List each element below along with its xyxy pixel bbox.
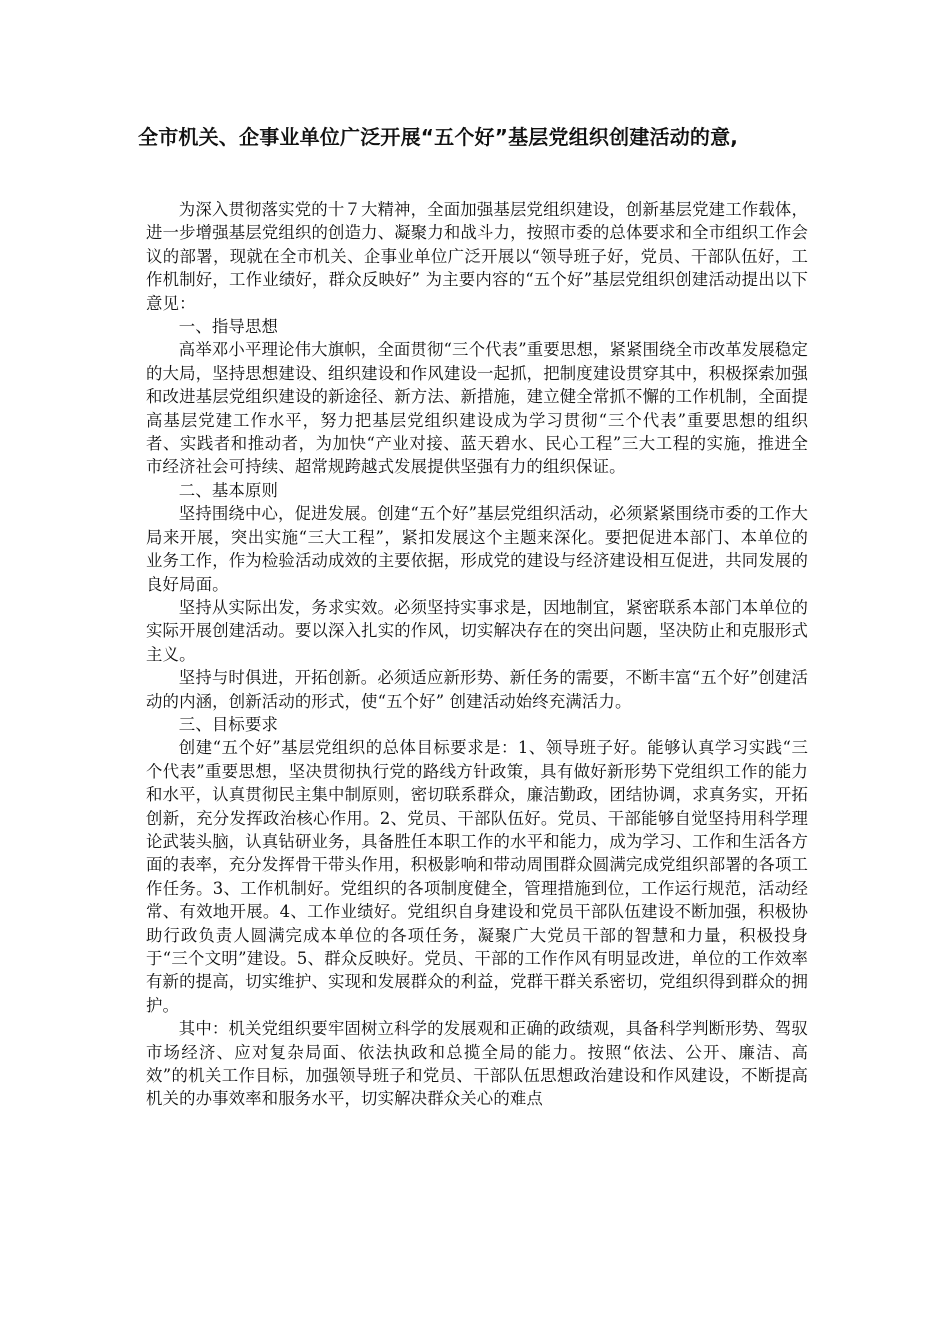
intro-paragraph: 为深入贯彻落实党的十７大精神，全面加强基层党组织建设，创新基层党建工作载体，进一步增强基层党组织的创造力、凝聚力和战斗力，按照市委的总体要求和全市组织工作会议的部署，现就在全市机关、企事业单位广泛开展以“领导班子好，党员、干部队伍好，工作机制好，工作业绩好，群众反映好” 为主要内容的“五个好”基层党组织创建活动提出以下意见： bbox=[146, 200, 808, 313]
section-heading-basic-principles: 二、基本原则 bbox=[178, 480, 279, 500]
section-heading-guiding-ideology: 一、指导思想 bbox=[178, 317, 279, 337]
agency-requirements-paragraph: 其中：机关党组织要牢固树立科学的发展观和正确的政绩观，具备科学判断形势、驾驭市场经济、应对复杂局面、依法执政和总揽全局的能力。按照“依法、公开、廉洁、高效”的机关工作目标，加强领导班子和党员、干部队伍思想政治建设和作风建设，不断提高机关的办事效率和服务水平，切实解决群众关心的难点 bbox=[146, 1019, 808, 1109]
guiding-ideology-paragraph: 高举邓小平理论伟大旗帜，全面贯彻“三个代表”重要思想，紧紧围绕全市改革发展稳定的大局，坚持思想建设、组织建设和作风建设一起抓，把制度建设贯穿其中，积极探索加强和改进基层党组织建设的新途径、新方法、新措施，建立健全常抓不懈的工作机制，全面提高基层党建工作水平，努力把基层党组织建设成为学习贯彻“三个代表”重要思想的组织者、实践者和推动者，为加快“产业对接、蓝天碧水、民心工程”三大工程的实施，推进全市经济社会可持续、超常规跨越式发展提供坚强有力的组织保证。 bbox=[146, 340, 808, 477]
principle-paragraph-practical: 坚持从实际出发，务求实效。必须坚持实事求是，因地制宜，紧密联系本部门本单位的实际开展创建活动。要以深入扎实的作风，切实解决存在的突出问题，坚决防止和克服形式主义。 bbox=[146, 597, 808, 664]
section-heading-goals: 三、目标要求 bbox=[178, 714, 279, 734]
document-title: 全市机关、企事业单位广泛开展“五个好”基层党组织创建活动的意, bbox=[138, 125, 739, 149]
principle-paragraph-innovation: 坚持与时俱进，开拓创新。必须适应新形势、新任务的需要，不断丰富“五个好”创建活动的内涵，创新活动的形式，使“五个好” 创建活动始终充满活力。 bbox=[146, 668, 808, 711]
goals-paragraph: 创建“五个好”基层党组织的总体目标要求是：1、领导班子好。能够认真学习实践“三个代表”重要思想，坚决贯彻执行党的路线方针政策，具有做好新形势下党组织工作的能力和水平，认真贯彻民主集中制原则，密切联系群众，廉洁勤政，团结协调，求真务实，开拓创新，充分发挥政治核心作用。2、党员、干部队伍好。党员、干部能够自觉坚持用科学理论武装头脑，认真钻研业务，具备胜任本职工作的水平和能力，成为学习、工作和生活各方面的表率，充分发挥骨干带头作用，积极影响和带动周围群众圆满完成党组织部署的各项工作任务。3、工作机制好。党组织的各项制度健全，管理措施到位，工作运行规范，活动经常、有效地开展。4、工作业绩好。党组织自身建设和党员干部队伍建设不断加强，积极协助行政负责人圆满完成本单位的各项任务，凝聚广大党员干部的智慧和力量，积极投身于“三个文明”建设。5、群众反映好。党员、干部的工作作风有明显改进，单位的工作效率有新的提高，切实维护、实现和发展群众的利益，党群干群关系密切，党组织得到群众的拥护。 bbox=[146, 738, 808, 1015]
document-body bbox=[146, 198, 808, 1111]
principle-paragraph-center: 坚持围绕中心，促进发展。创建“五个好”基层党组织活动，必须紧紧围绕市委的工作大局来开展，突出实施“三大工程”，紧扣发展这个主题来深化。要把促进本部门、本单位的业务工作，作为检验活动成效的主要依据，形成党的建设与经济建设相互促进，共同发展的良好局面。 bbox=[146, 504, 808, 594]
